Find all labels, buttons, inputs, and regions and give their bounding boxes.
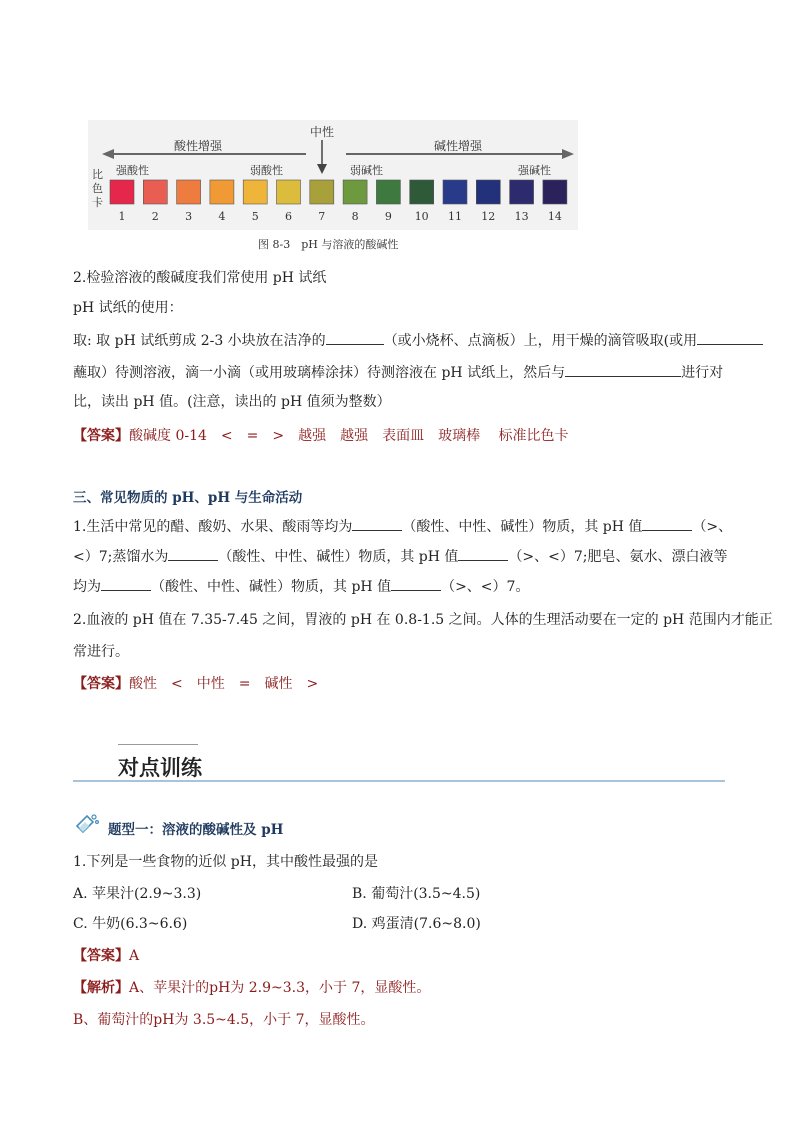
sec2-heading: 2.检验溶液的酸碱度我们常使用 pH 试纸 [73,270,327,286]
blank [168,546,218,561]
analysis-text-1: A、苹果汁的pH为 2.9~3.3，小于 7，显酸性。 [129,980,431,996]
swatch-number-12: 12 [481,210,496,223]
text: （>、<）7。 [441,579,530,595]
text: 均为 [73,579,101,595]
swatch-2 [143,180,167,204]
sec2-para-line2 [73,362,723,383]
card-label-3: 卡 [92,196,103,209]
blank [697,330,763,345]
swatch-number-1: 1 [118,210,126,223]
sec3-line1 [73,516,732,537]
text: （酸性、中性、碱性）物质，其 pH 值 [151,579,392,595]
blank [565,362,681,377]
swatch-number-10: 10 [414,210,429,223]
blank [326,330,384,345]
option-a: A. 苹果汁(2.9~3.3) [73,886,202,902]
card-label-1: 比 [92,168,103,181]
base-increase-label: 碱性增强 [434,139,483,153]
card-label-2: 色 [92,182,103,195]
swatch-number-11: 11 [448,210,462,223]
swatch-number-8: 8 [351,210,359,223]
training-title: 对点训练 [118,756,202,780]
q1-analysis-2: B、葡萄汁的pH为 3.5~4.5，小于 7，显酸性。 [73,1012,375,1028]
text: 1.生活中常见的醋、酸奶、水果、酸雨等均为 [73,519,353,535]
answer-tag: 【答案】 [73,428,129,444]
swatch-8 [343,180,367,204]
swatch-number-4: 4 [218,210,226,223]
q1-analysis [73,978,430,998]
swatch-3 [177,180,201,204]
sec2-answer [73,426,569,446]
swatch-13 [510,180,534,204]
sec2-p1b: （或小烧杯、点滴板）上，用干燥的滴管吸取(或用 [383,333,698,349]
text: （>、 [692,519,733,535]
sec2-para-line1 [73,330,763,351]
option-c: C. 牛奶(6.3~6.6) [73,916,188,932]
swatch-7 [310,180,334,204]
text: （>、<）7;肥皂、氨水、漂白液等 [508,549,728,565]
weak-acid-label: 弱酸性 [250,164,283,177]
sec2-p1a: 取: 取 pH 试纸剪成 2-3 小块放在洁净的 [73,333,326,349]
divider [118,744,198,745]
divider [73,780,725,782]
sec3-line2 [73,546,728,567]
answer-text: A [129,948,140,964]
swatch-1 [110,180,134,204]
option-d: D. 鸡蛋清(7.6~8.0) [352,916,481,932]
sec3-line5: 常进行。 [73,644,129,660]
figure-caption: 图 8-3 pH 与溶液的酸碱性 [258,238,399,251]
option-b: B. 葡萄汁(3.5~4.5) [352,886,481,902]
flask-icon [73,812,101,838]
swatch-number-3: 3 [185,210,193,223]
q1-answer [73,946,139,966]
swatch-5 [243,180,267,204]
blank [101,576,151,591]
sec3-line3 [73,576,529,597]
question-1: 1.下列是一些食物的近似 pH，其中酸性最强的是 [73,854,378,870]
sec3-line4: 2.血液的 pH 值在 7.35-7.45 之间，胃液的 pH 在 0.8-1.5 之间。人体的生理活动要在一定的 pH 范围内才能正 [73,612,773,628]
swatch-number-2: 2 [151,210,159,223]
blank [391,576,441,591]
blank [458,546,508,561]
swatch-10 [410,180,434,204]
swatch-4 [210,180,234,204]
sec2-p2b: 进行对 [681,365,724,381]
analysis-tag: 【解析】 [73,980,129,996]
weak-base-label: 弱碱性 [350,164,383,177]
sec3-title: 三、常见物质的 pH、pH 与生命活动 [73,490,303,506]
swatch-14 [543,180,567,204]
sec2-p2a: 蘸取）待测溶液，滴一小滴（或用玻璃棒涂抹）待测溶液在 pH 试纸上，然后与 [73,365,566,381]
answer-tag: 【答案】 [73,676,129,692]
answer-text: 酸性 < 中性 = 碱性 > [129,676,319,692]
blank [642,516,692,531]
swatch-12 [476,180,500,204]
text: （酸性、中性、碱性）物质，其 pH 值 [218,549,459,565]
text: <）7;蒸馏水为 [73,549,169,565]
ph-color-chart [88,120,578,230]
strong-acid-label: 强酸性 [116,164,149,177]
strong-base-label: 强碱性 [518,164,551,177]
acid-increase-label: 酸性增强 [174,139,223,153]
swatch-number-5: 5 [251,210,259,223]
swatch-number-7: 7 [318,210,326,223]
swatch-9 [376,180,400,204]
type-title: 题型一：溶液的酸碱性及 pH [108,822,284,838]
swatch-6 [277,180,301,204]
swatch-number-6: 6 [285,210,292,223]
swatch-number-13: 13 [514,210,529,223]
sec2-p3: 比，读出 pH 值。(注意，读出的 pH 值须为整数） [73,394,391,410]
sec2-sub: pH 试纸的使用： [73,300,183,316]
swatch-number-9: 9 [384,210,392,223]
text: （酸性、中性、碱性）物质，其 pH 值 [402,519,643,535]
blank [352,516,402,531]
swatch-11 [443,180,467,204]
sec3-answer [73,674,318,694]
answer-text: 酸碱度 0-14 < = > 越强 越强 表面皿 玻璃棒 标准比色卡 [129,428,569,444]
answer-tag: 【答案】 [73,948,129,964]
neutral-label: 中性 [310,125,335,139]
swatch-number-14: 14 [547,210,562,223]
